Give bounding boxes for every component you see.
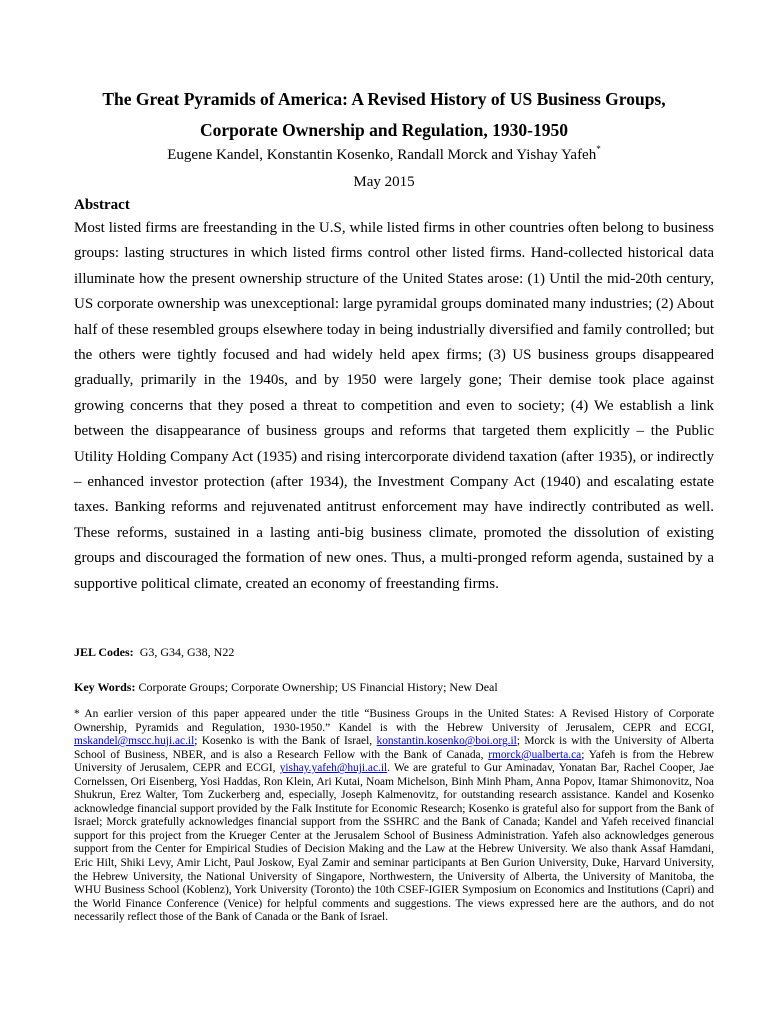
author-footnote bbox=[74, 708, 714, 925]
key-words-label: Key Words: bbox=[74, 680, 136, 694]
publication-date: May 2015 bbox=[353, 174, 415, 190]
jel-codes-label: JEL Codes: bbox=[74, 645, 134, 659]
email-link-yafeh[interactable]: yishay.yafeh@huji.ac.il bbox=[279, 762, 388, 775]
footnote-text-1: * An earlier version of this paper appeared under the title “Business Groups in the United States: A Revised History of Corporate Ownership, Pyramids and Regulation, 1930-1950.” Kandel is with the Hebrew University of Jerusalem, CEPR and ECGI, bbox=[74, 708, 714, 734]
jel-codes bbox=[74, 643, 234, 661]
email-link-kandel[interactable]: mskandel@mscc.huji.ac.il bbox=[74, 735, 195, 748]
author-list bbox=[60, 143, 708, 167]
footnote-text-4: ; Yafeh is from the Hebrew University of Jerusalem, CEPR and ECGI, bbox=[74, 748, 714, 775]
email-link-morck[interactable]: rmorck@ualberta.ca bbox=[488, 748, 582, 761]
author-names: Eugene Kandel, Konstantin Kosenko, Randall Morck and Yishay Yafeh bbox=[167, 147, 597, 163]
key-words bbox=[74, 678, 714, 696]
author-footnote-mark: * bbox=[596, 144, 601, 154]
jel-codes-value: G3, G34, G38, N22 bbox=[139, 645, 235, 659]
footnote-text-3: ; Morck is with the University of Alberta School of Business, NBER, and is also a Research Fellow with the Bank of Canada, bbox=[74, 735, 714, 761]
abstract-body: Most listed firms are freestanding in the U.S, while listed firms in other countries often belong to business groups: lasting structures in which listed firms control other listed firms. Hand-collected historical data illuminate how the present ownership structure of the United States arose: (1) Until the mid-20th century, US corporate ownership was unexceptional: large pyramidal groups dominated many industries; (2) About half of these resembled groups elsewhere today in being industrially diversified and family controlled; but the others were tightly focused and had widely held apex firms; (3) US business groups disappeared gradually, primarily in the 1940s, and by 1950 were largely gone; Their demise took place against growing concerns that they posed a threat to competition and even to society; (4) We establish a link between the disappearance of business groups and reforms that targeted them explicitly – the Public Utility Holding Company Act (1935) and rising intercorporate dividend taxation (after 1935), or indirectly – enhanced investor protection (after 1934), the Investment Company Act (1940) and escalating estate taxes. Banking reforms and rejuvenated antitrust enforcement may have indirectly contributed as well. These reforms, sustained in a lasting anti-big business climate, promoted the dissolution of existing groups and discouraged the formation of new ones. Thus, a multi-pronged reform agenda, sustained by a supportive political climate, created an economy of freestanding firms. bbox=[74, 220, 714, 592]
abstract-heading: Abstract bbox=[74, 197, 130, 213]
footnote-text-5: . We are grateful to Gur Aminadav, Yonatan Bar, Rachel Cooper, Jae Cornelssen, Ori Eisenberg, Yosi Haddas, Ron Klein, Ari Kutai, Noam Michelson, Binh Minh Pham, Anna Popov, Itamar Shimonovitz, Noa Shukrun, Erez Walter, Tom Zuckerberg and, especially, Joseph Kalmenovitz, for outstanding research assistance. Kandel and Kosenko acknowledge financial support provided by the Falk Institute for Economic Research; Kosenko is grateful also for support from the Bank of Israel; Morck gratefully acknowledges financial support from the SSHRC and the Bank of Canada; Kandel and Yafeh received financial support for this project from the Krueger Center at the Jerusalem School of Business Administration. Yafeh also acknowledges generous support from the Center for Empirical Studies of Decision Making and the Law at the Hebrew University. We also thank Assaf Hamdani, Eric Hilt, Shiki Levy, Amir Licht, Paul Joskow, Eyal Zamir and seminar participants at Ben Gurion University, Duke, Harvard University, the Hebrew University, the National University of Singapore, Northwestern, the University of Alberta, the University of Manitoba, the WHU Business School (Koblenz), York University (Toronto) the 10th CSEF-IGIER Symposium on Economics and Institutions (Capri) and the World Finance Conference (Venice) for helpful comments and suggestions. The views expressed here are the authors, and do not necessarily reflect those of the Bank of Canada or the Bank of Israel. bbox=[74, 762, 714, 924]
footnote-text-2: ; Kosenko is with the Bank of Israel, bbox=[194, 735, 377, 748]
paper-title-line-2: Corporate Ownership and Regulation, 1930-1950 bbox=[200, 120, 568, 140]
email-link-kosenko[interactable]: konstantin.kosenko@boi.org.il bbox=[376, 735, 517, 748]
key-words-value: Corporate Groups; Corporate Ownership; US Financial History; New Deal bbox=[138, 680, 498, 694]
paper-title-line-1: The Great Pyramids of America: A Revised History of US Business Groups, bbox=[102, 89, 666, 109]
